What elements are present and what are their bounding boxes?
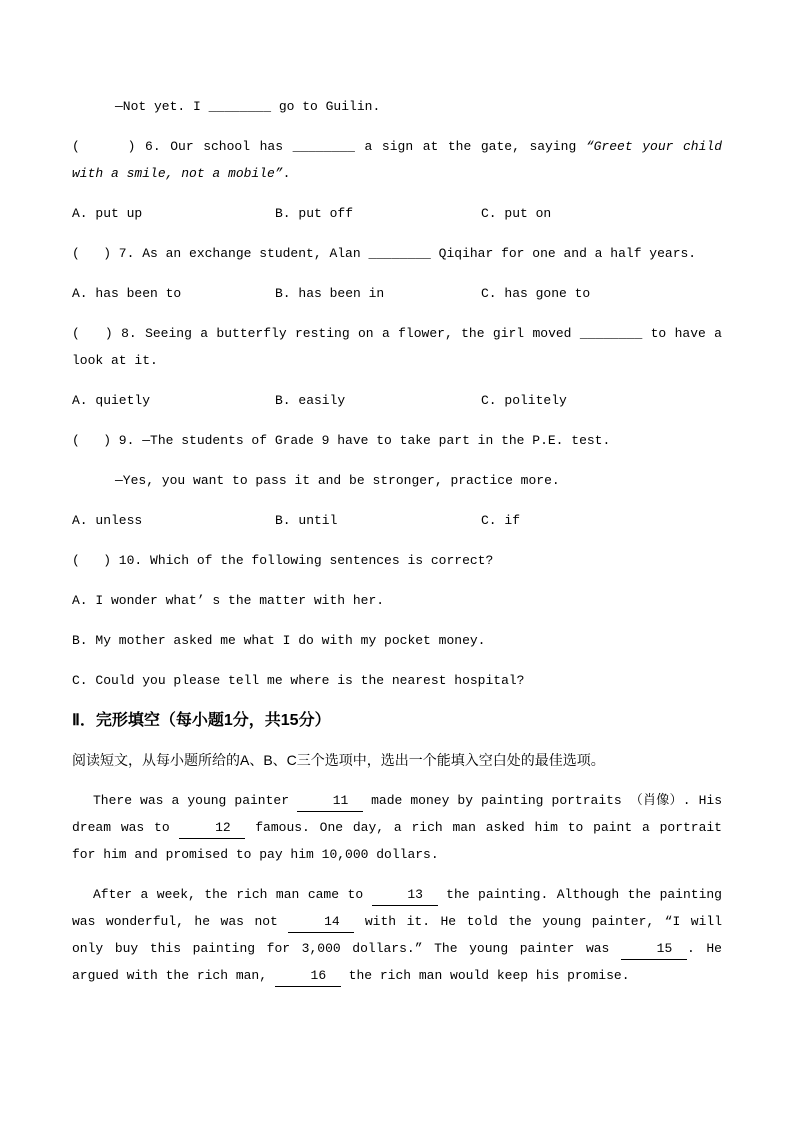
question-7-option-a: A. has been to bbox=[72, 286, 182, 301]
question-9-option-c: C. if bbox=[481, 513, 521, 528]
question-10-stem bbox=[72, 547, 722, 574]
question-9-stem bbox=[72, 427, 722, 454]
question-7-options bbox=[72, 280, 722, 307]
question-5-answer-text: —Not yet. I ________ go to Guilin. bbox=[115, 99, 381, 114]
cloze-blank-16: 16 bbox=[275, 968, 341, 987]
question-10-option-b-text: B. My mother asked me what I do with my pocket money. bbox=[72, 633, 486, 648]
question-6-stem-prefix: ( ) 6. Our school has ________ a sign at the gate, saying bbox=[72, 139, 586, 154]
question-8-options bbox=[72, 387, 722, 414]
cloze-p1-seg2: famous. One day, a rich man asked him to paint a portrait for him and promised to pay him 10,000 dollars. bbox=[72, 820, 722, 862]
cloze-p2-seg2: with it. He told the young painter, “I will only buy this painting for 3,000 dollars.” The young painter was bbox=[72, 914, 722, 956]
cloze-p1-seg0: There was a young painter bbox=[93, 793, 298, 808]
question-10-option-c-text: C. Could you please tell me where is the nearest hospital? bbox=[72, 673, 525, 688]
section-2-instruction: 阅读短文，从每小题所给的A、B、C三个选项中，选出一个能填入空白处的最佳选项。 bbox=[72, 752, 605, 768]
question-10-option-b bbox=[72, 627, 722, 654]
cloze-p2-seg3: . He argued with the rich man, bbox=[72, 941, 722, 983]
question-6-stem-suffix: . bbox=[282, 166, 291, 181]
question-6-quote: “Greet your child with a smile, not a mobile” bbox=[72, 139, 722, 181]
question-10-option-a-text: A. I wonder what’ s the matter with her. bbox=[72, 593, 385, 608]
question-10-option-c bbox=[72, 667, 722, 694]
question-9-option-a: A. unless bbox=[72, 513, 143, 528]
question-10-option-a bbox=[72, 587, 722, 614]
question-9-stem-text: ( ) 9. —The students of Grade 9 have to take part in the P.E. test. bbox=[72, 433, 611, 448]
cloze-paragraph-2 bbox=[72, 881, 722, 989]
question-7-stem-text: ( ) 7. As an exchange student, Alan ________ Qiqihar for one and a half years. bbox=[72, 246, 697, 261]
question-6-option-b: B. put off bbox=[275, 206, 354, 221]
question-7-option-b: B. has been in bbox=[275, 286, 385, 301]
question-9-option-b: B. until bbox=[275, 513, 338, 528]
cloze-paragraph-1 bbox=[72, 787, 722, 868]
section-2-heading: Ⅱ．完形填空（每小题1分，共15分） bbox=[72, 712, 331, 729]
cloze-blank-12: 12 bbox=[179, 820, 245, 839]
question-8-option-c: C. politely bbox=[481, 393, 567, 408]
question-6-option-a: A. put up bbox=[72, 206, 143, 221]
question-7-stem bbox=[72, 240, 722, 267]
cloze-p1-seg1: made money by painting portraits （肖像）. His dream was to bbox=[72, 793, 722, 835]
cloze-blank-15: 15 bbox=[621, 941, 687, 960]
question-8-stem bbox=[72, 320, 722, 374]
question-7-option-c: C. has gone to bbox=[481, 286, 591, 301]
question-8-stem-text: ( ) 8. Seeing a butterfly resting on a flower, the girl moved ________ to have a look at it. bbox=[72, 326, 722, 368]
cloze-blank-13: 13 bbox=[372, 887, 438, 906]
question-9-reply-line bbox=[72, 467, 722, 494]
question-6-options bbox=[72, 200, 722, 227]
cloze-blank-14: 14 bbox=[288, 914, 354, 933]
question-10-stem-text: ( ) 10. Which of the following sentences is correct? bbox=[72, 553, 494, 568]
cloze-p2-seg0: After a week, the rich man came to bbox=[93, 887, 372, 902]
cloze-p2-seg4: the rich man would keep his promise. bbox=[340, 968, 630, 983]
question-6-stem bbox=[72, 133, 722, 187]
question-5-answer-line bbox=[72, 93, 722, 120]
cloze-p2-seg1: the painting. Although the painting was wonderful, he was not bbox=[72, 887, 722, 929]
question-9-reply-text: —Yes, you want to pass it and be stronger, practice more. bbox=[115, 473, 560, 488]
cloze-blank-11: 11 bbox=[297, 793, 363, 812]
question-8-option-a: A. quietly bbox=[72, 393, 151, 408]
question-9-options bbox=[72, 507, 722, 534]
question-8-option-b: B. easily bbox=[275, 393, 346, 408]
question-6-option-c: C. put on bbox=[481, 206, 552, 221]
